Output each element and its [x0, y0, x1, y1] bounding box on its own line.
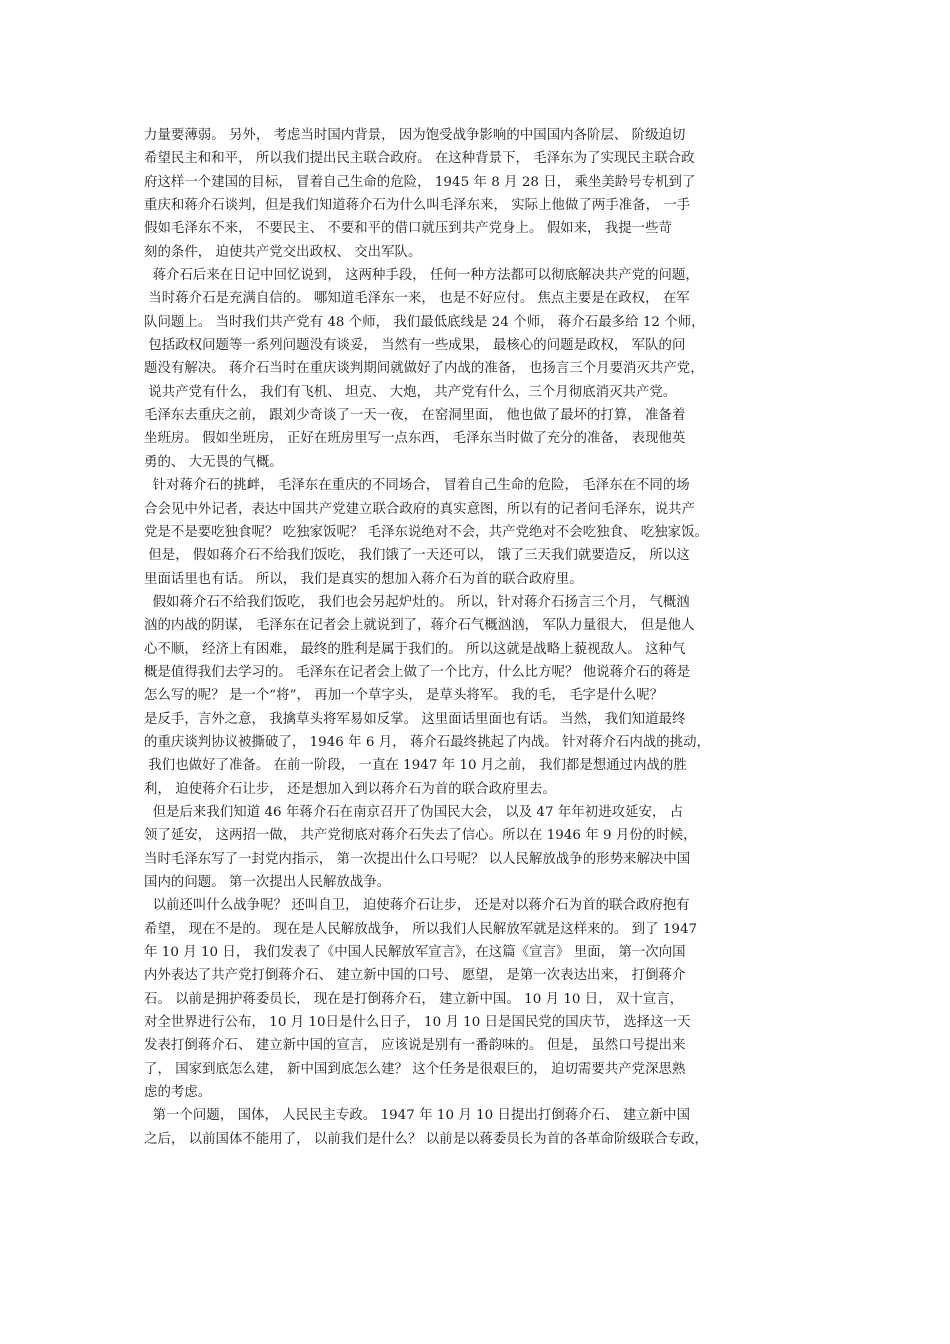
text-line: 心不顺， 经济上有困难， 最终的胜利是属于我们的。 所以这就是战略上藐视敌人。 这种气 — [144, 641, 686, 657]
text-line: 年 10 月 10 日， 我们发表了《中国人民解放军宣言》，在这篇《宣言》 里面， 第一次向国 — [144, 945, 686, 961]
text-line: 包括政权问题等一系列问题没有谈妥， 当然有一些成果， 最核心的问题是政权， 军队的问 — [144, 338, 686, 354]
text-line: 对全世界进行公布， 10 月 10日是什么日子， 10 月 10 日是国民党的国庆节， 选择这一天 — [144, 1015, 691, 1031]
text-line: 概是值得我们去学习的。 毛泽东在记者会上做了一个比方，什么比方呢？ 他说蒋介石的蒋是 — [144, 664, 691, 680]
text-line: 石。 以前是拥护蒋委员长， 现在是打倒蒋介石， 建立新中国。 10 月 10 日， 双十宣言， — [144, 991, 684, 1007]
text-line: 利， 迫使蒋介石让步， 还是想加入到以蒋介石为首的联合政府里去。 — [144, 781, 556, 797]
text-line: 勇的、 大无畏的气概。 — [144, 454, 283, 470]
text-line: 发表打倒蒋介石、 建立新中国的宣言， 应该说是别有一番韵味的。 但是， 虽然口号提出来 — [144, 1038, 686, 1054]
text-line: 队问题上。 当时我们共产党有 48 个师， 我们最低底线是 24 个师， 蒋介石最多给 12 个师， — [144, 314, 705, 330]
text-line: 第一个问题， 国体， 人民民主专政。 1947 年 10 月 10 日提出打倒蒋介石、 建立新中国 — [144, 1108, 691, 1124]
text-line: 假如蒋介石不给我们饭吃， 我们也会另起炉灶的。 所以，针对蒋介石扬言三个月， 气概汹 — [144, 594, 690, 610]
text-line: 领了延安， 这两招一做， 共产党彻底对蒋介石失去了信心。所以在 1946 年 9 月份的时候， — [144, 828, 697, 844]
text-line: 希望民主和和平， 所以我们提出民主联合政府。 在这种背景下， 毛泽东为了实现民主联合政 — [144, 151, 695, 167]
text-line: 虑的考虑。 — [144, 1085, 212, 1101]
text-line: 但是， 假如蒋介石不给我们饭吃， 我们饿了一天还可以， 饿了三天我们就要造反， 所以这 — [144, 548, 690, 564]
text-line: 内外表达了共产党打倒蒋介石、 建立新中国的口号、 愿望， 是第一次表达出来， 打倒蒋介 — [144, 968, 686, 984]
text-line: 针对蒋介石的挑衅， 毛泽东在重庆的不同场合， 冒着自己生命的危险， 毛泽东在不同的场 — [144, 478, 690, 494]
text-line: 怎么写的呢？ 是一个“将”， 再加一个草字头， 是草头将军。 我的毛， 毛字是什么呢？ — [144, 688, 664, 704]
text-line: 当时毛泽东写了一封党内指示， 第一次提出什么口号呢？ 以人民解放战争的形势来解决中国 — [144, 851, 691, 867]
text-line: 之后， 以前国体不能用了， 以前我们是什么？ 以前是以蒋委员长为首的各革命阶级联合专政， — [144, 1131, 708, 1147]
text-line: 希望， 现在不是的。 现在是人民解放战争， 所以我们人民解放军就是这样来的。 到了 1947 — [144, 921, 698, 937]
text-line: 毛泽东去重庆之前， 跟刘少奇谈了一天一夜， 在窑洞里面， 他也做了最坏的打算， 准备着 — [144, 408, 686, 424]
text-line: 假如毛泽东不来， 不要民主、 不要和平的借口就压到共产党身上。 假如来， 我提一些苛 — [144, 221, 672, 237]
text-line: 府这样一个建国的目标， 冒着自己生命的危险， 1945 年 8 月 28 日， 乘坐美龄号专机到了 — [144, 174, 696, 190]
text-line: 但是后来我们知道 46 年蒋介石在南京召开了伪国民大会， 以及 47 年年初进攻延安， 占 — [144, 804, 684, 820]
body-text — [144, 124, 834, 1151]
text-line: 重庆和蒋介石谈判，但是我们知道蒋介石为什么叫毛泽东来， 实际上他做了两手准备， 一手 — [144, 198, 691, 214]
text-line: 刻的条件， 迫使共产党交出政权、 交出军队。 — [144, 244, 422, 260]
text-line: 国内的问题。 第一次提出人民解放战争。 — [144, 875, 391, 890]
text-line: 合会见中外记者，表达中国共产党建立联合政府的真实意图，所以有的记者问毛泽东，说共产 — [144, 501, 696, 517]
text-line: 的重庆谈判协议被撕破了， 1946 年 6 月， 蒋介石最终挑起了内战。 针对蒋介石内战的挑动， — [144, 734, 710, 750]
text-line: 题没有解决。 蒋介石当时在重庆谈判期间就做好了内战的准备， 也扬言三个月要消灭共产党， — [144, 361, 704, 377]
text-line: 力量要薄弱。 另外， 考虑当时国内背景， 因为饱受战争影响的中国国内各阶层、 阶级迫切 — [144, 128, 686, 143]
text-line: 以前还叫什么战争呢？ 还叫自卫， 迫使蒋介石让步， 还是对以蒋介石为首的联合政府抱有 — [144, 898, 690, 914]
text-line: 坐班房。 假如坐班房， 正好在班房里写一点东西， 毛泽东当时做了充分的准备， 表现他英 — [144, 431, 686, 447]
text-line: 了， 国家到底怎么建， 新中国到底怎么建？ 这个任务是很艰巨的， 迫切需要共产党深思熟 — [144, 1061, 686, 1077]
text-line: 我们也做好了准备。 在前一阶段， 一直在 1947 年 10 月之前， 我们都是想通过内战的胜 — [144, 758, 687, 774]
text-line: 当时蒋介石是充满自信的。 哪知道毛泽东一来， 也是不好应付。 焦点主要是在政权， 在军 — [144, 291, 690, 307]
text-line: 里面话里也有话。 所以， 我们是真实的想加入蒋介石为首的联合政府里。 — [144, 571, 583, 587]
text-line: 汹的内战的阴谋， 毛泽东在记者会上就说到了，蒋介石气概汹汹， 军队力量很大， 但是他人 — [144, 618, 695, 634]
text-line: 说共产党有什么， 我们有飞机、 坦克、 大炮， 共产党有什么，三个月彻底消灭共产党。 — [144, 384, 677, 400]
text-line: 党是不是要吃独食呢？ 吃独家饭呢？ 毛泽东说绝对不会，共产党绝对不会吃独食、 吃独家饭。 — [144, 524, 708, 540]
text-line: 是反手，言外之意， 我擒草头将军易如反掌。 这里面话里面也有话。 当然， 我们知道最终 — [144, 711, 686, 727]
text-line: 蒋介石后来在日记中回忆说到， 这两种手段， 任何一种方法都可以彻底解决共产党的问题， — [144, 268, 699, 284]
